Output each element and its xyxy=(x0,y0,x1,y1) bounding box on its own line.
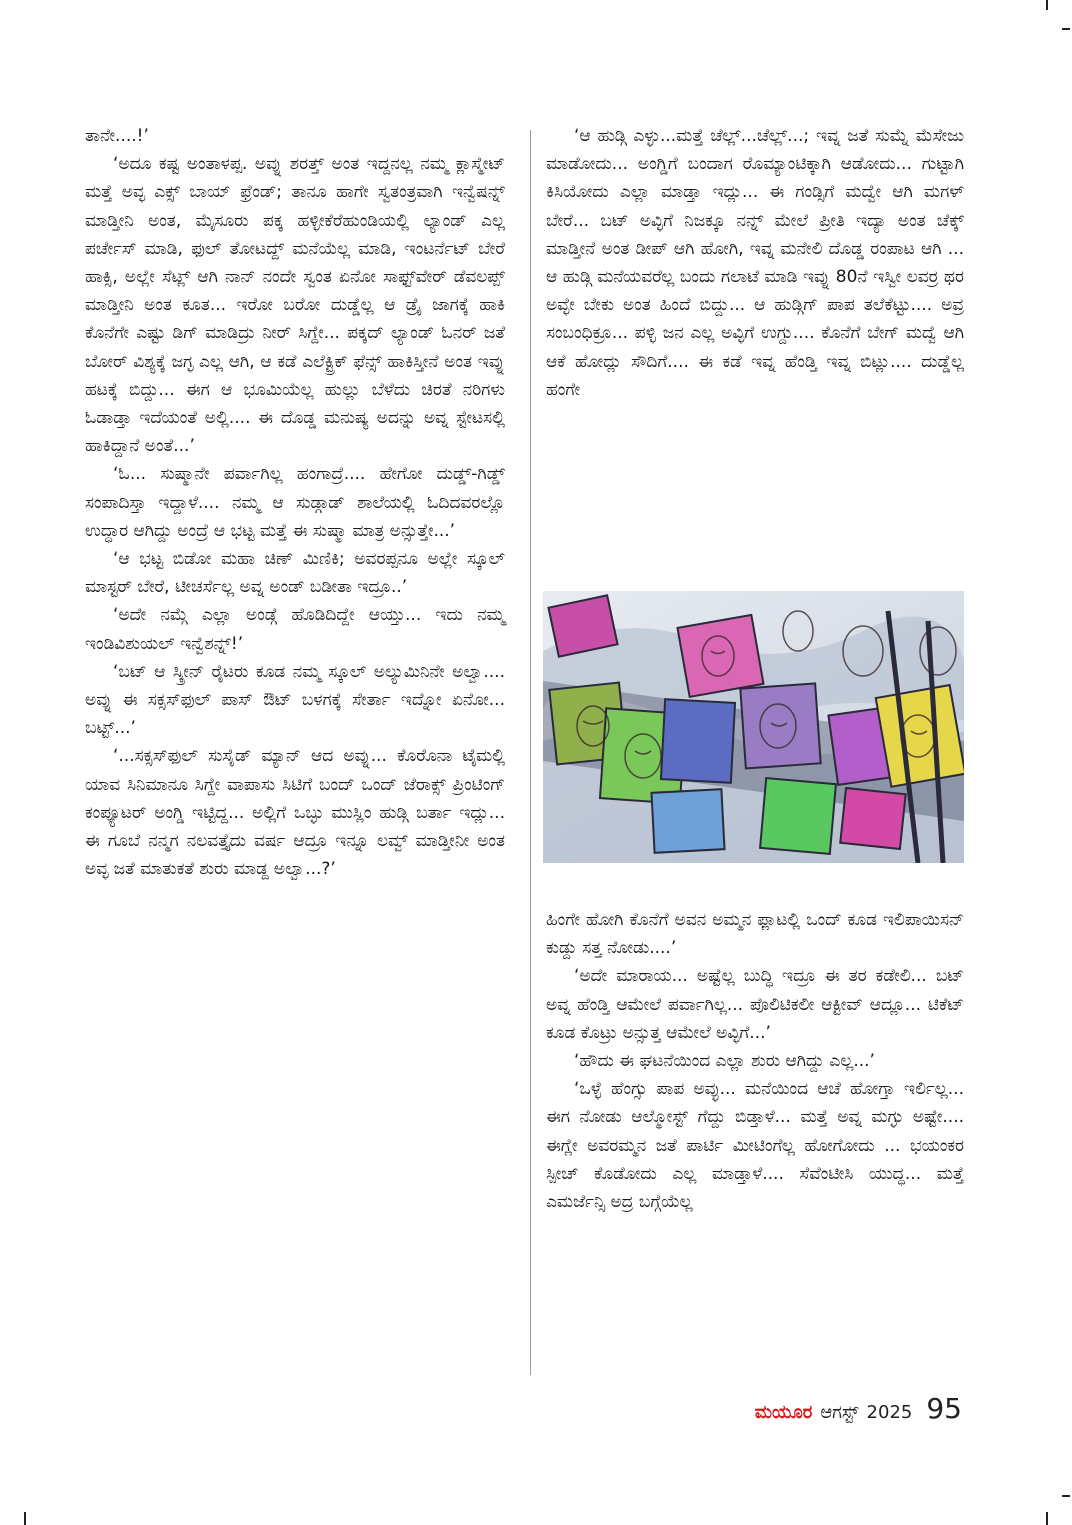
left-column xyxy=(85,122,505,883)
paragraph: ‘ಓ... ಸುಷ್ಮಾನೇ ಪರ್ವಾಗಿಲ್ಲ ಹಂಗಾದ್ರೆ.... ಹೇಗೋ ದುಡ್ಡ್-ಗಿಡ್ಡ್ ಸಂಪಾದಿಸ್ತಾ ಇದ್ದಾಳೆ.... ನಮ್ಮ ಆ ಸುಡ್ಗಾಡ್ ಶಾಲೆಯಲ್ಲಿ ಓದಿದವರಲ್ಲೊ ಉದ್ಧಾರ ಆಗಿದ್ದು ಅಂದ್ರೆ ಆ ಭಟ್ಟ ಮತ್ತೆ ಈ ಸುಷ್ಮಾ ಮಾತ್ರ ಅನ್ಸುತ್ತೇ...’ xyxy=(85,464,505,541)
paragraph: ‘ಬಟ್ ಆ ಸ್ಕ್ರೀನ್ ರೈಟರು ಕೂಡ ನಮ್ಮ ಸ್ಕೂಲ್ ಅಲ್ಯುಮಿನಿನೇ ಅಲ್ವಾ.... ಅವ್ನು ಈ ಸಕ್ಸಸ್‌ಫುಲ್ ಪಾಸ್ ಔಟ್ ಬಳಗಕ್ಕೆ ಸೇರ್ತಾ ಇದ್ನೋ ಏನೋ... ಬಟ್ಟ್...’ xyxy=(85,661,505,739)
paragraph: ‘ಅದೇ ನಮ್ಗೆ ಎಲ್ಲಾ ಅಂಡ್ಗೆ ಹೊಡಿದಿದ್ದೇ ಆಯ್ತು... ಇದು ನಮ್ಮ ಇಂಡಿವಿಶುಯಲ್ ಇನ್ವೆಶನ್ನ್!’ xyxy=(85,605,505,654)
film-strip-portraits-image xyxy=(543,591,964,863)
paragraph: ‘...ಸಕ್ಸಸ್‌ಫುಲ್ ಸುಸೈಡ್ ಮ್ಯಾನ್ ಆದ ಅವ್ನು... ಕೊರೊನಾ ಟೈಮಲ್ಲಿ ಯಾವ ಸಿನಿಮಾನೂ ಸಿಗ್ದೇ ವಾಪಾಸು ಸಿಟಿಗೆ ಬಂದ್ ಒಂದ್ ಜೆರಾಕ್ಸ್ ಪ್ರಿಂಟಿಂಗ್ ಕಂಪ್ಯೂಟರ್ ಅಂಗ್ಡಿ ಇಟ್ಟಿದ್ದ... ಅಲ್ಲಿಗೆ ಒಬ್ಳು ಮುಸ್ಲಿಂ ಹುಡ್ಗಿ ಬರ್ತಾ ಇದ್ಲು... ಈ ಗೂಬೆ ನನ್ಮಗ ನಲವತ್ತೈದು ವರ್ಷ ಆದ್ರೂ ಇನ್ನೂ ಲವ್ವ್ ಮಾಡ್ತೀನೀ ಅಂತ ಅವ್ಳ ಜತೆ ಮಾತುಕತೆ ಶುರು ಮಾಡ್ದ ಅಲ್ವಾ...?’ xyxy=(85,746,505,880)
paragraph: ‘ಅದೂ ಕಷ್ಟ ಅಂತಾಳಪ್ಪ. ಅವ್ನು ಶರತ್ತ್ ಅಂತ ಇದ್ದನಲ್ಲ ನಮ್ಮ ಕ್ಲಾಸ್ಮೇಟ್ ಮತ್ತೆ ಅವ್ಳ ಎಕ್ಸ್ ಬಾಯ್ ಫ್ರೆಂಡ್; ತಾನೂ ಹಾಗೇ ಸ್ವತಂತ್ರವಾಗಿ ಇನ್ವೆಷನ್ನ್ ಮಾಡ್ತೀನಿ ಅಂತ, ಮೈಸೂರು ಪಕ್ಕ ಹಳ್ಳೀಕೆರೆಹುಂಡಿಯಲ್ಲಿ ಲ್ಯಾಂಡ್ ಎಲ್ಲ ಪರ್ಚೇಸ್ ಮಾಡಿ, ಫುಲ್ ತೋಟದ್ದ್ ಮನೆಯೆಲ್ಲ ಮಾಡಿ, ಇಂಟರ್ನೆಟ್ ಬೇರೆ ಹಾಕ್ಸಿ, ಅಲ್ಲೇ ಸೆಟ್ಲ್ ಆಗಿ ನಾನ್ ನಂದೇ ಸ್ವಂತ ಏನೋ ಸಾಫ್ಟ್‌ವೇರ್ ಡೆವಲಪ್ಪ್ ಮಾಡ್ತೀನಿ ಅಂತ ಕೂತ... ಇರೋ ಬರೋ ದುಡ್ಡೆಲ್ಲ ಆ ಡ್ರೈ ಜಾಗಕ್ಕೆ ಹಾಕಿ ಕೊನೆಗೇ ಎಷ್ಟು ಡಿಗ್ ಮಾಡಿದ್ರು ನೀರ್ ಸಿಗ್ದೇ... ಪಕ್ಕದ್ ಲ್ಯಾಂಡ್ ಓನರ್ ಜತೆ ಬೋರ್ ವಿಶ್ಯಕ್ಕೆ ಜಗ್ಳ ಎಲ್ಲ ಆಗಿ, ಆ ಕಡೆ ಎಲೆಕ್ಟ್ರಿಕ್ ಫೆನ್ಸ್ ಹಾಕಿಸ್ತೀನೆ ಅಂತ ಇವ್ನು ಹಟಕ್ಕೆ ಬಿದ್ದು... ಈಗ ಆ ಭೂಮಿಯೆಲ್ಲ ಹುಲ್ಲು ಬೆಳೆದು ಚಿರತೆ ನರಿಗಳು ಓಡಾಡ್ತಾ ಇದೆಯಂತೆ ಅಲ್ಲಿ.... ಈ ದೊಡ್ಡ ಮನುಷ್ಯ ಅದನ್ನು ಅವ್ನ ಸ್ಟೇಟಸಲ್ಲಿ ಹಾಕಿದ್ದಾನೆ ಅಂತೆ...’ xyxy=(85,154,505,457)
paragraph: ‘ಹೌದು ಈ ಘಟನೆಯಿಂದ ಎಲ್ಲಾ ಶುರು ಆಗಿದ್ದು ಎಲ್ಲ...’ xyxy=(574,1051,875,1072)
issue-month: ಆಗಸ್ಟ್ xyxy=(820,1402,859,1423)
paragraph: ತಾನೇ....!’ xyxy=(85,126,149,146)
magazine-name: ಮಯೂರ xyxy=(754,1402,813,1423)
issue-year: 2025 xyxy=(866,1402,913,1423)
crop-mark xyxy=(1062,1495,1070,1497)
story-illustration xyxy=(543,591,964,863)
column-divider xyxy=(530,130,531,1375)
crop-mark xyxy=(1046,1512,1048,1525)
paragraph: ಹಿಂಗೇ ಹೋಗಿ ಕೊನೆಗೆ ಅವನ ಅಮ್ಮನ ಫ್ಲಾಟಲ್ಲಿ ಒಂದ್ ಕೂಡ ಇಲಿಪಾಯಿಸನ್ ಕುಡ್ದು ಸತ್ತ ನೋಡು....’ xyxy=(546,910,964,959)
crop-mark xyxy=(24,1512,26,1525)
paragraph: ‘ಅದೇ ಮಾರಾಯ... ಅಷ್ಟೆಲ್ಲ ಬುದ್ಧಿ ಇದ್ರೂ ಈ ತರ ಕಡೇಲಿ... ಬಟ್ ಅವ್ನ ಹೆಂಡ್ತಿ ಆಮೇಲೆ ಪರ್ವಾಗಿಲ್ಲ... ಪೊಲಿಟಿಕಲೀ ಆಕ್ಟೀವ್ ಆದ್ಲೂ... ಟಿಕೆಟ್ ಕೂಡ ಕೊಟ್ರು ಅನ್ಸುತ್ತ ಆಮೇಲೆ ಅವ್ಳಿಗೆ...’ xyxy=(546,966,964,1043)
right-column-bottom xyxy=(546,906,964,1216)
paragraph: ‘ಆ ಹುಡ್ಗಿ ಎಳ್ಳು...ಮತ್ತೆ ಚೆಲ್ಲ್...ಚೆಲ್ಲ್...; ಇವ್ನ ಜತೆ ಸುಮ್ನೆ ಮೆಸೇಜು ಮಾಡೋದು... ಅಂಗ್ಡಿಗೆ ಬಂದಾಗ ರೊಮ್ಯಾಂಟಿಕ್ಕಾಗಿ ಆಡೋದು... ಗುಟ್ಟಾಗಿ ಕಿಸಿಯೋದು ಎಲ್ಲಾ ಮಾಡ್ತಾ ಇದ್ಲು... ಈ ಗಂಡ್ಸಿಗೆ ಮದ್ವೇ ಆಗಿ ಮಗಳ್ ಬೇರೆ... ಬಟ್ ಅವ್ಳಿಗೆ ನಿಜಕ್ಕೂ ನನ್ನ್ ಮೇಲೆ ಪ್ರೀತಿ ಇದ್ಯಾ ಅಂತ ಚೆಕ್ಕ್ ಮಾಡ್ತೀನೆ ಅಂತ ಡೀಪ್ ಆಗಿ ಹೋಗಿ, ಇವ್ನ ಮನೇಲಿ ದೊಡ್ಡ ರಂಪಾಟ ಆಗಿ ... ಆ ಹುಡ್ಗಿ ಮನೆಯವರೆಲ್ಲ ಬಂದು ಗಲಾಟೆ ಮಾಡಿ ಇವ್ನು 80ನೆ ಇಸ್ವೀ ಲವರ್ರ ಥರ ಅವ್ಳೇ ಬೇಕು ಅಂತ ಹಿಂದೆ ಬಿದ್ದು... ಆ ಹುಡ್ಗಿಗ್ ಪಾಪ ತಲೆಕೆಟ್ಟು.... ಅವ್ರ ಸಂಬಂಧಿಕ್ರೂ... ಪಳ್ಳಿ ಜನ ಎಲ್ಲ ಅವ್ಳಿಗೆ ಉಗ್ದು.... ಕೊನೆಗೆ ಬೇಗ್ ಮದ್ವೆ ಆಗಿ ಆಕೆ ಹೋದ್ಲು ಸೌದಿಗೆ.... ಈ ಕಡೆ ಇವ್ನ ಹೆಂಡ್ತಿ ಇವ್ನ ಬಿಟ್ಲು.... ದುಡ್ಡೆಲ್ಲ ಹಂಗೇ xyxy=(546,126,964,400)
right-column-top xyxy=(546,122,964,404)
paragraph: ‘ಒಳ್ಳೆ ಹೆಂಗ್ಸು ಪಾಪ ಅವ್ಳು... ಮನೆಯಿಂದ ಆಚೆ ಹೋಗ್ತಾ ಇರ್ಲಿಲ್ಲ... ಈಗ ನೋಡು ಆಲ್ಮೋಸ್ಟ್ ಗೆದ್ದು ಬಿಡ್ತಾಳೆ... ಮತ್ತೆ ಅವ್ನ ಮಗ್ಳು ಅಷ್ಟೇ.... ಈಗ್ಲೇ ಅವರಮ್ಮನ ಜತೆ ಪಾರ್ಟಿ ಮೀಟಿಂಗೆಲ್ಲ ಹೋಗೋದು ... ಭಯಂಕರ ಸ್ಪೀಚ್ ಕೊಡೋದು ಎಲ್ಲ ಮಾಡ್ತಾಳೆ.... ಸೆವೆಂಟೀಸಿ ಯುದ್ಧ... ಮತ್ತೆ ಎಮರ್ಜೆನ್ಸಿ ಅದ್ರ ಬಗ್ಗೆಯೆಲ್ಲ xyxy=(546,1079,964,1213)
crop-mark xyxy=(1046,0,1048,10)
crop-mark xyxy=(1062,28,1070,30)
paragraph: ‘ಆ ಭಟ್ಟ ಬಿಡೋ ಮಹಾ ಚಿಣ್ ಮಿಣಿಕಿ; ಅವರಪ್ಪನೂ ಅಲ್ಲೇ ಸ್ಕೂಲ್ ಮಾಸ್ಟರ್ ಬೇರೆ, ಟೀಚರ್ಸೆಲ್ಲ ಅವ್ನ ಅಂಡ್ ಬಡೀತಾ ಇದ್ರೂ..’ xyxy=(85,549,505,598)
page-footer xyxy=(755,1392,962,1428)
page-number: 95 xyxy=(926,1392,962,1425)
